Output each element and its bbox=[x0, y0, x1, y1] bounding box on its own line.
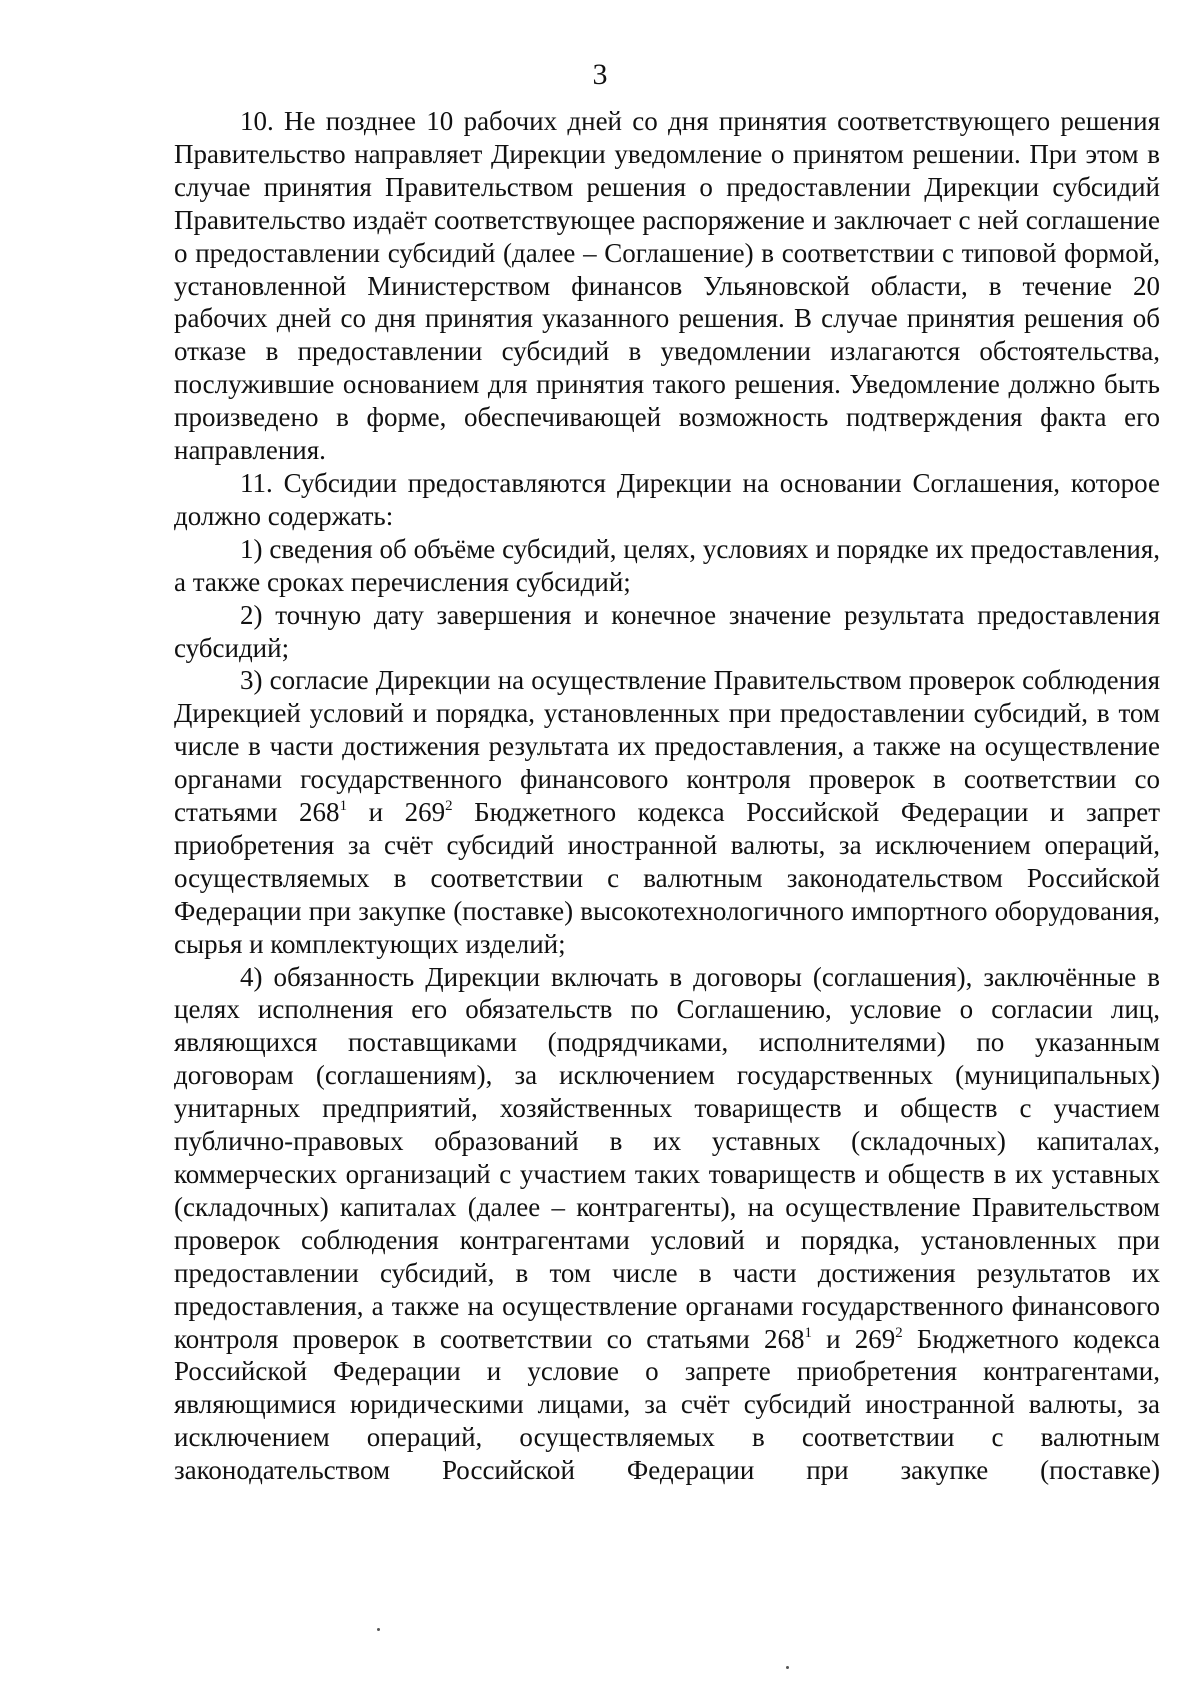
list-item-1 bbox=[174, 533, 1160, 599]
list-item-text: Бюджетного кодекса Российской Федерации и запрет приобретения за счёт субсидий иностранной валюты, за исключением операций, осуществляемых в соответствии с валютным законодательством Российской Федерации при закупке (поставке) высокотехнологичного импортного оборудования, сырья и комплектующих изделий; bbox=[174, 797, 1160, 959]
paragraph-text: 10. Не позднее 10 рабочих дней со дня принятия соответствующего решения Правительство направляет Дирекции уведомление о принятом решении. При этом в случае принятия Правительством решения о предоставлении Дирекции субсидий Правительство издаёт соответствующее распоряжение и заключает с ней соглашение о предоставлении субсидий (далее – Соглашение) в соответствии с типовой формой, установленной Министерством финансов Ульяновской области, в течение 20 рабочих дней со дня принятия указанного решения. В случае принятия решения об отказе в предоставлении субсидий в уведомлении излагаются обстоятельства, послужившие основанием для принятия такого решения. Уведомление должно быть произведено в форме, обеспечивающей возможность подтверждения факта его направления. bbox=[174, 106, 1160, 466]
list-item-text: 4) обязанность Дирекции включать в договоры (соглашения), заключённые в целях исполнения его обязательств по Соглашению, условие о согласии лиц, являющихся поставщиками (подрядчиками, исполнителями) по указанным договорам (соглашениям), за исключением государственных (муниципальных) унитарных предприятий, хозяйственных товариществ и обществ с участием публично-правовых образований в их уставных (складочных) капиталах, коммерческих организаций с участием таких товариществ и обществ в их уставных (складочных) капиталах (далее – контрагенты), на осуществление Правительством проверок соблюдения контрагентами условий и порядка, установленных при предоставлении субсидий, в том числе в части достижения результатов их предоставления, а также на осуществление органами государственного финансового контроля проверок в соответствии со статьями 268 bbox=[174, 961, 1160, 1354]
paragraph-11 bbox=[174, 467, 1160, 533]
superscript: 2 bbox=[895, 1324, 903, 1341]
superscript: 1 bbox=[339, 797, 347, 814]
list-item-2 bbox=[174, 599, 1160, 665]
list-item-text: 3) согласие Дирекции на осуществление Правительством проверок соблюдения Дирекцией условий и порядка, установленных при предоставлении субсидий, в том числе в части достижения результата их предоставления, а также на осуществление органами государственного финансового контроля проверок в соответствии со статьями 268 bbox=[174, 665, 1160, 828]
paragraph-text: 11. Субсидии предоставляются Дирекции на основании Соглашения, которое должно содержать: bbox=[174, 467, 1160, 531]
list-item-text: Бюджетного кодекса Российской Федерации и условие о запрете приобретения контрагентами, являющимися юридическими лицами, за счёт субсидий иностранной валюты, за исключением операций, осуществляемых в соответствии с валютным законодательством Российской Федерации при закупке (поставке) bbox=[174, 1323, 1160, 1486]
list-item-3 bbox=[174, 664, 1160, 960]
list-item-text: и 269 bbox=[346, 797, 446, 828]
list-item-text: 2) точную дату завершения и конечное значение результата предоставления субсидий; bbox=[174, 599, 1160, 663]
scan-speck bbox=[377, 1628, 380, 1631]
list-item-text: и 269 bbox=[811, 1323, 896, 1354]
list-item-4 bbox=[174, 961, 1160, 1488]
list-item-text: 1) сведения об объёме субсидий, целях, условиях и порядке их предоставления, а также сроках перечисления субсидий; bbox=[174, 533, 1160, 597]
scan-speck bbox=[786, 1666, 789, 1669]
paragraph-10 bbox=[174, 105, 1160, 467]
document-body bbox=[174, 105, 1160, 1487]
superscript: 1 bbox=[804, 1324, 812, 1341]
superscript: 2 bbox=[445, 797, 453, 814]
page-number: 3 bbox=[592, 58, 608, 91]
